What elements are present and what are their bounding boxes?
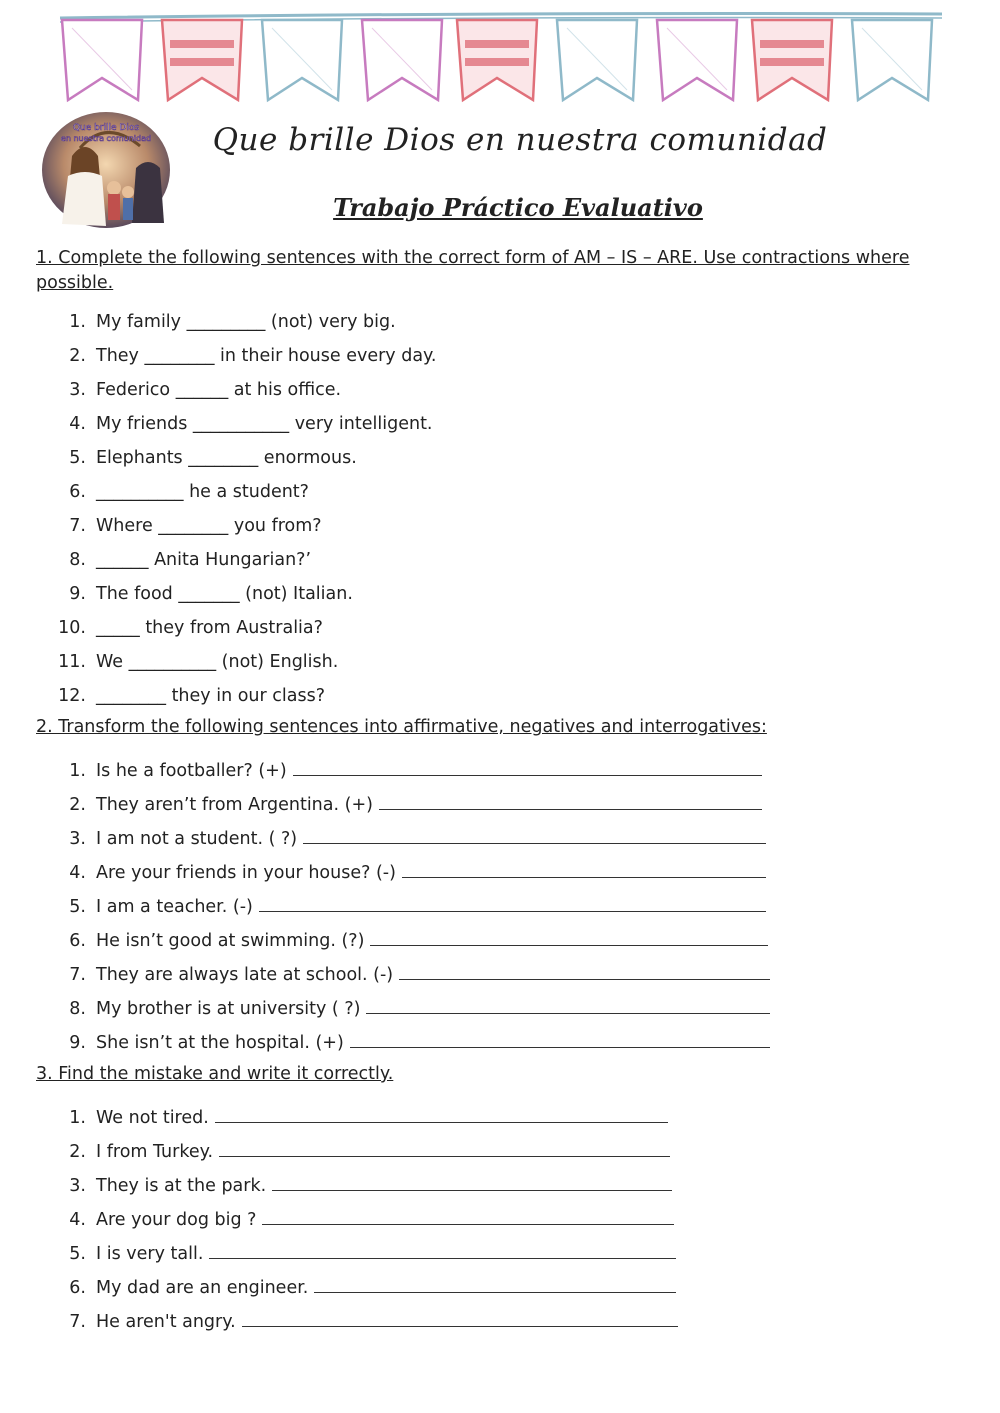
item-number: 7.: [69, 516, 86, 536]
item-text: The food _______ (not) Italian.: [96, 584, 353, 604]
item-number: 5.: [69, 448, 86, 468]
item-number: 12.: [58, 686, 86, 706]
item-text: My dad are an engineer.: [96, 1278, 309, 1298]
item-text: My friends ___________ very intelligent.: [96, 414, 433, 434]
answer-line[interactable]: [293, 757, 762, 776]
item-number: 3.: [69, 1176, 86, 1196]
item-text: I is very tall.: [96, 1244, 204, 1264]
list-item: [36, 1169, 936, 1203]
bunting-stripe: [170, 40, 234, 48]
worksheet-content: [36, 246, 936, 1339]
svg-text:Que brille Dios: Que brille Dios: [72, 123, 140, 133]
item-number: 1.: [69, 761, 86, 781]
item-number: 1.: [69, 312, 86, 332]
item-text: Are your dog big ?: [96, 1210, 257, 1230]
answer-line[interactable]: [219, 1138, 670, 1157]
answer-line[interactable]: [370, 927, 768, 946]
item-text: We not tired.: [96, 1108, 209, 1128]
list-item: [36, 407, 936, 441]
list-item: [36, 890, 936, 924]
item-text: I am not a student. ( ?): [96, 829, 298, 849]
list-item: [36, 958, 936, 992]
item-number: 5.: [69, 897, 86, 917]
list-item: [36, 822, 936, 856]
item-text: I from Turkey.: [96, 1142, 214, 1162]
answer-line[interactable]: [272, 1172, 672, 1191]
item-text: Are your friends in your house? (-): [96, 863, 396, 883]
answer-line[interactable]: [402, 859, 766, 878]
list-item: [36, 441, 936, 475]
bunting-stripe: [465, 58, 529, 66]
item-text: Is he a footballer? (+): [96, 761, 287, 781]
item-number: 6.: [69, 482, 86, 502]
item-number: 7.: [69, 965, 86, 985]
item-text: My brother is at university ( ?): [96, 999, 361, 1019]
bunting-stripe: [465, 40, 529, 48]
answer-line[interactable]: [314, 1274, 676, 1293]
answer-line[interactable]: [262, 1206, 674, 1225]
item-text: Elephants ________ enormous.: [96, 448, 357, 468]
item-number: 3.: [69, 829, 86, 849]
list-item: [36, 339, 936, 373]
list-item: [36, 788, 936, 822]
list-item: [36, 305, 936, 339]
list-item: [36, 543, 936, 577]
item-text: __________ he a student?: [96, 482, 309, 502]
list-item: [36, 1026, 936, 1060]
bunting-decoration: [0, 0, 1000, 115]
item-text: We __________ (not) English.: [96, 652, 339, 672]
answer-line[interactable]: [209, 1240, 676, 1259]
item-number: 2.: [69, 1142, 86, 1162]
list-item: [36, 992, 936, 1026]
bunting-stripe: [170, 58, 234, 66]
item-number: 11.: [58, 652, 86, 672]
item-number: 6.: [69, 1278, 86, 1298]
item-number: 3.: [69, 380, 86, 400]
item-number: 6.: [69, 931, 86, 951]
item-text: They is at the park.: [96, 1176, 267, 1196]
item-number: 10.: [58, 618, 86, 638]
item-number: 4.: [69, 414, 86, 434]
list-item: [36, 373, 936, 407]
list-item: [36, 1203, 936, 1237]
page-title: Que brille Dios en nuestra comunidad: [212, 122, 828, 158]
item-number: 9.: [69, 1033, 86, 1053]
list-item: [36, 1101, 936, 1135]
list-item: [36, 577, 936, 611]
answer-line[interactable]: [379, 791, 762, 810]
item-text: _____ they from Australia?: [96, 618, 323, 638]
item-number: 8.: [69, 550, 86, 570]
list-item: [36, 856, 936, 890]
item-text: They aren’t from Argentina. (+): [96, 795, 373, 815]
item-text: He isn’t good at swimming. (?): [96, 931, 365, 951]
page-subtitle: Trabajo Práctico Evaluativo: [333, 193, 703, 222]
item-number: 8.: [69, 999, 86, 1019]
section-3-heading: 3. Find the mistake and write it correctly.: [36, 1064, 394, 1084]
item-text: My family _________ (not) very big.: [96, 312, 396, 332]
list-item: [36, 924, 936, 958]
section-2-heading: 2. Transform the following sentences into affirmative, negatives and interrogatives:: [36, 717, 767, 737]
item-text: I am a teacher. (-): [96, 897, 253, 917]
answer-line[interactable]: [399, 961, 770, 980]
section-1-heading: 1. Complete the following sentences with the correct form of AM – IS – ARE. Use contractions where possible.: [36, 248, 910, 293]
section-1-list: [36, 305, 936, 713]
list-item: [36, 509, 936, 543]
item-number: 5.: [69, 1244, 86, 1264]
list-item: [36, 475, 936, 509]
item-number: 2.: [69, 795, 86, 815]
bunting-stripe: [760, 58, 824, 66]
item-number: 4.: [69, 863, 86, 883]
item-text: He aren't angry.: [96, 1312, 236, 1332]
item-text: Where ________ you from?: [96, 516, 322, 536]
answer-line[interactable]: [303, 825, 766, 844]
svg-text:en nuestra comunidad: en nuestra comunidad: [60, 134, 152, 143]
answer-line[interactable]: [242, 1308, 678, 1327]
section-2-list: [36, 754, 936, 1060]
list-item: [36, 1135, 936, 1169]
bunting-stripe: [760, 40, 824, 48]
list-item: [36, 611, 936, 645]
list-item: [36, 679, 936, 713]
list-item: [36, 1237, 936, 1271]
item-number: 1.: [69, 1108, 86, 1128]
item-number: 4.: [69, 1210, 86, 1230]
list-item: [36, 1305, 936, 1339]
item-number: 2.: [69, 346, 86, 366]
list-item: [36, 645, 936, 679]
item-text: ________ they in our class?: [96, 686, 326, 706]
answer-line[interactable]: [215, 1104, 668, 1123]
item-number: 7.: [69, 1312, 86, 1332]
item-text: She isn’t at the hospital. (+): [96, 1033, 344, 1053]
list-item: [36, 1271, 936, 1305]
item-text: ______ Anita Hungarian?’: [96, 550, 312, 570]
answer-line[interactable]: [350, 1029, 770, 1048]
section-3-list: [36, 1101, 936, 1339]
answer-line[interactable]: [366, 995, 770, 1014]
list-item: [36, 754, 936, 788]
item-text: They are always late at school. (-): [96, 965, 394, 985]
answer-line[interactable]: [259, 893, 766, 912]
item-text: They ________ in their house every day.: [96, 346, 437, 366]
item-number: 9.: [69, 584, 86, 604]
item-text: Federico ______ at his office.: [96, 380, 342, 400]
